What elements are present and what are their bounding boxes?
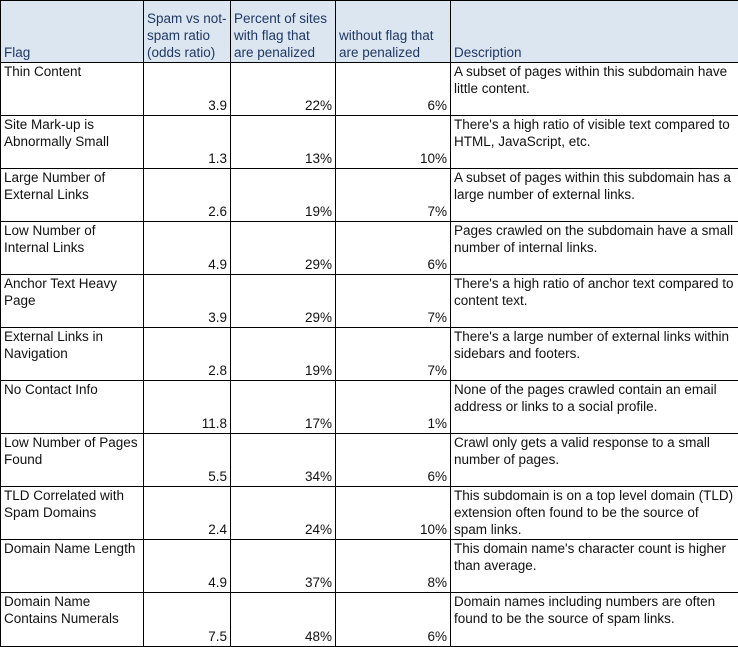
pct-with-flag-cell: 24%: [231, 487, 336, 540]
flag-cell: Large Number of External Links: [1, 169, 144, 222]
odds-ratio-cell: 7.5: [144, 593, 231, 647]
flag-cell: Domain Name Contains Numerals: [1, 593, 144, 647]
table-row: [1, 116, 738, 169]
table-row: [1, 381, 738, 434]
table-row: [1, 222, 738, 275]
odds-ratio-cell: 2.8: [144, 328, 231, 381]
table-body: [1, 63, 738, 647]
table-row: [1, 434, 738, 487]
description-cell: [451, 540, 738, 593]
odds-ratio-cell: 2.4: [144, 487, 231, 540]
flag-cell: Low Number of Pages Found: [1, 434, 144, 487]
pct-without-flag-cell: 7%: [336, 169, 451, 222]
pct-with-flag-cell: 22%: [231, 63, 336, 116]
table-row: [1, 328, 738, 381]
header-flag: Flag: [1, 1, 144, 63]
pct-with-flag-cell: 19%: [231, 328, 336, 381]
flag-cell: No Contact Info: [1, 381, 144, 434]
pct-with-flag-cell: 37%: [231, 540, 336, 593]
table-row: [1, 63, 738, 116]
flag-cell: TLD Correlated with Spam Domains: [1, 487, 144, 540]
description-cell: [451, 434, 738, 487]
description-text: Crawl only gets a valid response to a small number of pages.: [454, 434, 735, 485]
description-cell: [451, 116, 738, 169]
flag-cell: Domain Name Length: [1, 540, 144, 593]
pct-with-flag-cell: 29%: [231, 222, 336, 275]
pct-without-flag-cell: 6%: [336, 63, 451, 116]
flag-cell: Thin Content: [1, 63, 144, 116]
pct-with-flag-cell: 17%: [231, 381, 336, 434]
description-cell: [451, 222, 738, 275]
pct-without-flag-cell: 1%: [336, 381, 451, 434]
table-row: [1, 487, 738, 540]
odds-ratio-cell: 2.6: [144, 169, 231, 222]
header-row: [1, 1, 738, 63]
pct-with-flag-cell: 48%: [231, 593, 336, 647]
odds-ratio-cell: 1.3: [144, 116, 231, 169]
flag-cell: External Links in Navigation: [1, 328, 144, 381]
header-odds-ratio: Spam vs not-spam ratio (odds ratio): [144, 1, 231, 63]
pct-with-flag-cell: 13%: [231, 116, 336, 169]
table-row: [1, 540, 738, 593]
description-text: None of the pages crawled contain an email address or links to a social profile.: [454, 381, 735, 432]
pct-with-flag-cell: 34%: [231, 434, 336, 487]
odds-ratio-cell: 4.9: [144, 222, 231, 275]
header-pct-without-flag: without flag that are penalized: [336, 1, 451, 63]
description-text: There's a high ratio of anchor text compared to content text.: [454, 275, 735, 326]
flag-cell: Low Number of Internal Links: [1, 222, 144, 275]
header-pct-with-flag: Percent of sites with flag that are penalized: [231, 1, 336, 63]
description-cell: [451, 487, 738, 540]
pct-without-flag-cell: 10%: [336, 116, 451, 169]
odds-ratio-cell: 5.5: [144, 434, 231, 487]
pct-without-flag-cell: 6%: [336, 434, 451, 487]
pct-without-flag-cell: 6%: [336, 593, 451, 647]
pct-without-flag-cell: 8%: [336, 540, 451, 593]
flag-cell: Site Mark-up is Abnormally Small: [1, 116, 144, 169]
pct-with-flag-cell: 29%: [231, 275, 336, 328]
table-row: [1, 275, 738, 328]
description-text: Domain names including numbers are often found to be the source of spam links.: [454, 593, 735, 644]
description-text: This subdomain is on a top level domain (TLD) extension often found to be the source of spam links.: [454, 487, 735, 538]
description-cell: [451, 275, 738, 328]
header-description: Description: [451, 1, 738, 63]
description-cell: [451, 328, 738, 381]
description-cell: [451, 63, 738, 116]
description-text: This domain name's character count is higher than average.: [454, 540, 735, 591]
odds-ratio-cell: 3.9: [144, 63, 231, 116]
description-text: A subset of pages within this subdomain has a large number of external links.: [454, 169, 735, 220]
table-row: [1, 169, 738, 222]
description-cell: [451, 593, 738, 647]
pct-without-flag-cell: 6%: [336, 222, 451, 275]
pct-without-flag-cell: 7%: [336, 328, 451, 381]
table-row: [1, 593, 738, 647]
description-text: There's a high ratio of visible text compared to HTML, JavaScript, etc.: [454, 116, 735, 167]
odds-ratio-cell: 11.8: [144, 381, 231, 434]
flag-cell: Anchor Text Heavy Page: [1, 275, 144, 328]
description-text: Pages crawled on the subdomain have a small number of internal links.: [454, 222, 735, 273]
description-cell: [451, 169, 738, 222]
pct-without-flag-cell: 10%: [336, 487, 451, 540]
description-text: A subset of pages within this subdomain have little content.: [454, 63, 735, 114]
odds-ratio-cell: 3.9: [144, 275, 231, 328]
odds-ratio-cell: 4.9: [144, 540, 231, 593]
pct-without-flag-cell: 7%: [336, 275, 451, 328]
pct-with-flag-cell: 19%: [231, 169, 336, 222]
description-cell: [451, 381, 738, 434]
table-header: [1, 1, 738, 63]
description-text: There's a large number of external links within sidebars and footers.: [454, 328, 735, 379]
